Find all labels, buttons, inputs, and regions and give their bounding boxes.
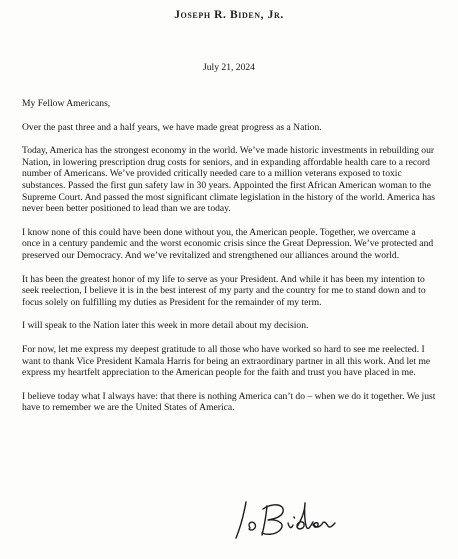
paragraph-text: I will speak to the Nation later this week in more detail about my decision. xyxy=(22,320,309,332)
paragraph xyxy=(22,122,436,134)
letterhead: Joseph R. Biden, Jr. xyxy=(174,9,284,21)
letter-date: July 21, 2024 xyxy=(203,62,255,73)
paragraph xyxy=(22,274,436,309)
paragraph-text: I believe today what I always have: that there is nothing America can’t do – when we do it together. We just have to remember we are the United States of America. xyxy=(22,390,436,414)
signature xyxy=(233,495,353,543)
paragraph xyxy=(22,344,436,379)
paragraph xyxy=(22,391,436,414)
paragraph-text: Today, America has the strongest economy in the world. We’ve made historic investments in rebuilding our Nation, in lowering prescription drug costs for seniors, and in expanding affordable health care to a record number of Americans. We’ve provided critically needed care to a million veterans exposed to toxic substances. Passed the first gun safety law in 30 years. Appointed the first African American woman to the Supreme Court. And passed the most significant climate legislation in the history of the world. America has never been better positioned to lead than we are today. xyxy=(22,145,435,215)
paragraph-text: For now, let me express my deepest gratitude to all those who have worked so hard to see me reelected. I want to thank Vice President Kamala Harris for being an extraordinary partner in all this work. And let me express my heartfelt appreciation to the American people for the faith and trust you have placed in me. xyxy=(22,343,431,379)
paragraph xyxy=(22,320,436,332)
paragraph-text: Over the past three and a half years, we have made great progress as a Nation. xyxy=(22,121,322,133)
paragraph xyxy=(22,145,436,215)
salutation: My Fellow Americans, xyxy=(22,98,111,109)
paragraph-text: It has been the greatest honor of my life to serve as your President. And while it has been my intention to seek reelection, I believe it is in the best interest of my party and the country for me to stand down and to focus solely on fulfilling my duties as President for the remainder of my term. xyxy=(22,273,426,308)
paragraph xyxy=(22,227,436,262)
paragraph-text: I know none of this could have been done without you, the American people. Together, we overcame a once in a century pandemic and the worst economic crisis since the Great Depression. We’ve protected and preserved our Democracy. And we’ve revitalized and strengthened our alliances around the world. xyxy=(22,226,434,261)
